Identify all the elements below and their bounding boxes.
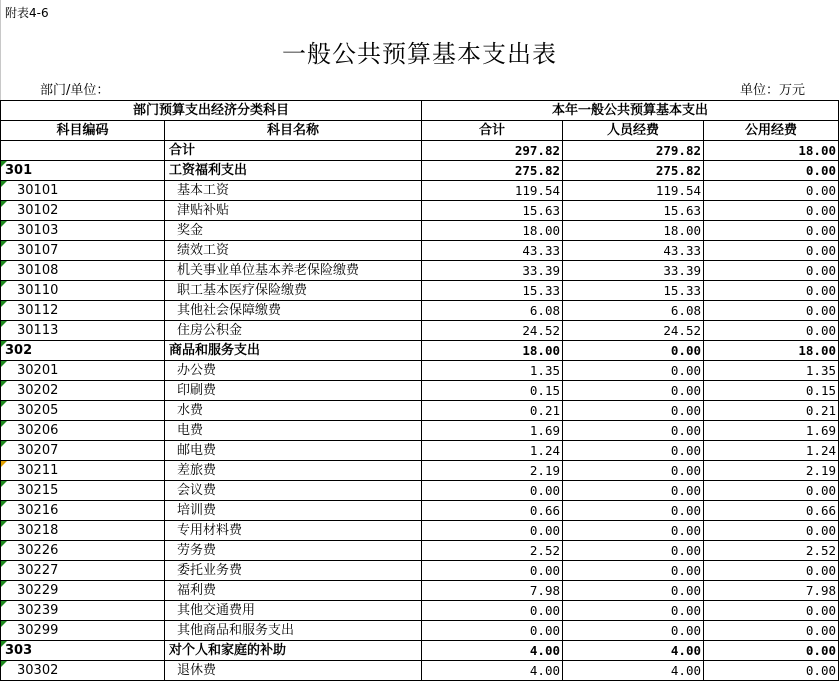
cell-total[interactable]: 7.98 [422, 581, 563, 601]
cell-code[interactable]: 30207 [1, 441, 165, 461]
page-title: 一般公共预算基本支出表 [282, 40, 557, 68]
cell-code[interactable]: 30102 [1, 201, 165, 221]
cell-public[interactable]: 0.00 [704, 281, 839, 301]
cell-total[interactable]: 275.82 [422, 161, 563, 181]
text-number-indicator-icon [1, 241, 7, 247]
table-row [1, 481, 839, 501]
cell-name[interactable]: 奖金 [165, 221, 422, 241]
cell-public[interactable]: 0.00 [704, 321, 839, 341]
cell-public[interactable]: 1.35 [704, 361, 839, 381]
total-row [1, 141, 839, 161]
header-code[interactable]: 科目编码 [1, 121, 165, 141]
table-row [1, 181, 839, 201]
cell-personnel[interactable]: 0.00 [563, 461, 704, 481]
cell-name[interactable]: 机关事业单位基本养老保险缴费 [165, 261, 422, 281]
attachment-label: 附表4-6 [5, 6, 49, 20]
header-group-row [1, 101, 839, 121]
cell-public[interactable]: 0.00 [704, 521, 839, 541]
cell-code[interactable]: 30206 [1, 421, 165, 441]
cell-total[interactable]: 15.33 [422, 281, 563, 301]
cell-code[interactable]: 30215 [1, 481, 165, 501]
text-number-indicator-icon [1, 441, 7, 447]
cell-total[interactable]: 0.00 [422, 601, 563, 621]
cell-name[interactable]: 退休费 [165, 661, 422, 681]
cell-public[interactable]: 7.98 [704, 581, 839, 601]
cell-public[interactable]: 0.00 [704, 561, 839, 581]
cell-name[interactable]: 福利费 [165, 581, 422, 601]
text-number-indicator-icon [1, 181, 7, 187]
cell-public[interactable]: 0.66 [704, 501, 839, 521]
cell-code[interactable]: 30299 [1, 621, 165, 641]
cell-personnel[interactable]: 6.08 [563, 301, 704, 321]
cell-personnel[interactable]: 0.00 [563, 521, 704, 541]
cell-name[interactable]: 其他商品和服务支出 [165, 621, 422, 641]
header-public[interactable]: 公用经费 [704, 121, 839, 141]
table-row [1, 261, 839, 281]
table-row [1, 221, 839, 241]
text-number-indicator-icon [1, 461, 7, 467]
cell-personnel[interactable]: 0.00 [563, 501, 704, 521]
cell-code[interactable]: 30227 [1, 561, 165, 581]
cell-total[interactable]: 33.39 [422, 261, 563, 281]
cell-total[interactable]: 18.00 [422, 341, 563, 361]
cell-public[interactable]: 0.00 [704, 221, 839, 241]
cell-code[interactable]: 301 [1, 161, 165, 181]
cell-name[interactable]: 邮电费 [165, 441, 422, 461]
department-label: 部门/单位： [40, 83, 110, 98]
table-row [1, 161, 839, 181]
text-number-indicator-icon [1, 221, 7, 227]
cell-code[interactable]: 30107 [1, 241, 165, 261]
cell-public[interactable]: 0.15 [704, 381, 839, 401]
cell-public[interactable]: 2.52 [704, 541, 839, 561]
text-number-indicator-icon [1, 321, 7, 327]
text-number-indicator-icon [1, 381, 7, 387]
table-row [1, 501, 839, 521]
header-classification-group[interactable]: 部门预算支出经济分类科目 [1, 101, 422, 121]
cell-code[interactable] [1, 141, 165, 161]
cell-personnel[interactable]: 0.00 [563, 581, 704, 601]
cell-code[interactable]: 30226 [1, 541, 165, 561]
table-row [1, 661, 839, 681]
text-number-indicator-icon [1, 541, 7, 547]
cell-public[interactable]: 0.21 [704, 401, 839, 421]
cell-code[interactable]: 30239 [1, 601, 165, 621]
cell-personnel[interactable]: 0.00 [563, 361, 704, 381]
cell-name[interactable]: 合计 [165, 141, 422, 161]
table-row [1, 461, 839, 481]
text-number-indicator-icon [1, 281, 7, 287]
cell-name[interactable]: 培训费 [165, 501, 422, 521]
cell-total[interactable]: 2.19 [422, 461, 563, 481]
table-row [1, 421, 839, 441]
cell-name[interactable]: 工资福利支出 [165, 161, 422, 181]
cell-total[interactable]: 0.00 [422, 561, 563, 581]
cell-public[interactable]: 0.00 [704, 661, 839, 681]
unit-label: 单位：万元 [739, 83, 805, 98]
text-number-indicator-icon [1, 621, 7, 627]
cell-name[interactable]: 职工基本医疗保险缴费 [165, 281, 422, 301]
cell-public[interactable]: 1.69 [704, 421, 839, 441]
cell-code[interactable]: 302 [1, 341, 165, 361]
header-column-row [1, 121, 839, 141]
cell-code[interactable]: 30218 [1, 521, 165, 541]
cell-personnel[interactable]: 33.39 [563, 261, 704, 281]
cell-personnel[interactable]: 18.00 [563, 221, 704, 241]
text-number-indicator-icon [1, 661, 7, 667]
cell-personnel[interactable]: 0.00 [563, 561, 704, 581]
cell-name[interactable]: 对个人和家庭的补助 [165, 641, 422, 661]
cell-total[interactable]: 1.35 [422, 361, 563, 381]
cell-code[interactable]: 30101 [1, 181, 165, 201]
text-number-indicator-icon [1, 361, 7, 367]
cell-code[interactable]: 30110 [1, 281, 165, 301]
cell-total[interactable]: 297.82 [422, 141, 563, 161]
text-number-indicator-icon [1, 301, 7, 307]
cell-name[interactable]: 商品和服务支出 [165, 341, 422, 361]
text-number-indicator-icon [1, 161, 7, 167]
cell-personnel[interactable]: 0.00 [563, 341, 704, 361]
cell-name[interactable]: 其他交通费用 [165, 601, 422, 621]
cell-personnel[interactable]: 15.63 [563, 201, 704, 221]
cell-total[interactable]: 6.08 [422, 301, 563, 321]
cell-total[interactable]: 0.00 [422, 621, 563, 641]
table-row [1, 281, 839, 301]
cell-name[interactable]: 印刷费 [165, 381, 422, 401]
cell-code[interactable]: 30302 [1, 661, 165, 681]
cell-total[interactable]: 1.24 [422, 441, 563, 461]
text-number-indicator-icon [1, 421, 7, 427]
table-row [1, 321, 839, 341]
cell-personnel[interactable]: 4.00 [563, 661, 704, 681]
table-row [1, 601, 839, 621]
cell-total[interactable]: 0.15 [422, 381, 563, 401]
text-number-indicator-icon [1, 641, 7, 647]
text-number-indicator-icon [1, 521, 7, 527]
table-row [1, 621, 839, 641]
cell-total[interactable]: 24.52 [422, 321, 563, 341]
table-row [1, 381, 839, 401]
cell-personnel[interactable]: 0.00 [563, 481, 704, 501]
cell-personnel[interactable]: 15.33 [563, 281, 704, 301]
text-number-indicator-icon [1, 581, 7, 587]
table-row [1, 401, 839, 421]
cell-name[interactable]: 委托业务费 [165, 561, 422, 581]
text-number-indicator-icon [1, 561, 7, 567]
cell-public[interactable]: 0.00 [704, 301, 839, 321]
cell-personnel[interactable]: 0.00 [563, 381, 704, 401]
cell-name[interactable]: 其他社会保障缴费 [165, 301, 422, 321]
cell-personnel[interactable]: 0.00 [563, 541, 704, 561]
cell-personnel[interactable]: 24.52 [563, 321, 704, 341]
cell-total[interactable]: 18.00 [422, 221, 563, 241]
cell-code[interactable]: 30202 [1, 381, 165, 401]
header-personnel[interactable]: 人员经费 [563, 121, 704, 141]
table-row [1, 201, 839, 221]
text-number-indicator-icon [1, 261, 7, 267]
cell-name[interactable]: 专用材料费 [165, 521, 422, 541]
table-row [1, 641, 839, 661]
cell-personnel[interactable]: 4.00 [563, 641, 704, 661]
cell-code[interactable]: 30112 [1, 301, 165, 321]
table-row [1, 241, 839, 261]
table-row [1, 561, 839, 581]
cell-personnel[interactable]: 0.00 [563, 401, 704, 421]
table-row [1, 541, 839, 561]
cell-code[interactable]: 30229 [1, 581, 165, 601]
cell-public[interactable]: 0.00 [704, 201, 839, 221]
cell-total[interactable]: 119.54 [422, 181, 563, 201]
cell-code[interactable]: 30211 [1, 461, 165, 481]
table-row [1, 441, 839, 461]
cell-personnel[interactable]: 275.82 [563, 161, 704, 181]
cell-public[interactable]: 0.00 [704, 241, 839, 261]
text-number-indicator-icon [1, 481, 7, 487]
cell-public[interactable]: 0.00 [704, 181, 839, 201]
cell-name[interactable]: 办公费 [165, 361, 422, 381]
cell-public[interactable]: 18.00 [704, 341, 839, 361]
cell-name[interactable]: 住房公积金 [165, 321, 422, 341]
cell-name[interactable]: 差旅费 [165, 461, 422, 481]
cell-total[interactable]: 0.66 [422, 501, 563, 521]
text-number-indicator-icon [1, 501, 7, 507]
cell-personnel[interactable]: 119.54 [563, 181, 704, 201]
table-row [1, 581, 839, 601]
cell-total[interactable]: 1.69 [422, 421, 563, 441]
cell-total[interactable]: 15.63 [422, 201, 563, 221]
cell-personnel[interactable]: 0.00 [563, 441, 704, 461]
table-row [1, 341, 839, 361]
cell-name[interactable]: 电费 [165, 421, 422, 441]
cell-name[interactable]: 水费 [165, 401, 422, 421]
cell-personnel[interactable]: 0.00 [563, 601, 704, 621]
cell-total[interactable]: 0.21 [422, 401, 563, 421]
expenditure-table [0, 100, 839, 681]
cell-public[interactable]: 0.00 [704, 481, 839, 501]
cell-name[interactable]: 津贴补贴 [165, 201, 422, 221]
cell-total[interactable]: 0.00 [422, 521, 563, 541]
text-number-indicator-icon [1, 201, 7, 207]
cell-code[interactable]: 30201 [1, 361, 165, 381]
cell-personnel[interactable]: 279.82 [563, 141, 704, 161]
cell-code[interactable]: 30113 [1, 321, 165, 341]
cell-total[interactable]: 2.52 [422, 541, 563, 561]
cell-public[interactable]: 2.19 [704, 461, 839, 481]
text-number-indicator-icon [1, 601, 7, 607]
header-total[interactable]: 合计 [422, 121, 563, 141]
cell-code[interactable]: 30108 [1, 261, 165, 281]
cell-public[interactable]: 0.00 [704, 641, 839, 661]
cell-personnel[interactable]: 0.00 [563, 621, 704, 641]
table-row [1, 521, 839, 541]
cell-public[interactable]: 0.00 [704, 261, 839, 281]
cell-personnel[interactable]: 0.00 [563, 421, 704, 441]
cell-public[interactable]: 0.00 [704, 601, 839, 621]
cell-code[interactable]: 303 [1, 641, 165, 661]
header-budget-group[interactable]: 本年一般公共预算基本支出 [422, 101, 839, 121]
cell-total[interactable]: 43.33 [422, 241, 563, 261]
cell-total[interactable]: 0.00 [422, 481, 563, 501]
cell-total[interactable]: 4.00 [422, 661, 563, 681]
cell-name[interactable]: 绩效工资 [165, 241, 422, 261]
table-row [1, 361, 839, 381]
text-number-indicator-icon [1, 401, 7, 407]
cell-public[interactable]: 0.00 [704, 161, 839, 181]
cell-public[interactable]: 0.00 [704, 621, 839, 641]
cell-code[interactable]: 30205 [1, 401, 165, 421]
cell-name[interactable]: 会议费 [165, 481, 422, 501]
cell-name[interactable]: 基本工资 [165, 181, 422, 201]
table-row [1, 301, 839, 321]
cell-total[interactable]: 4.00 [422, 641, 563, 661]
cell-public[interactable]: 18.00 [704, 141, 839, 161]
text-number-indicator-icon [1, 341, 7, 347]
cell-personnel[interactable]: 43.33 [563, 241, 704, 261]
header-name[interactable]: 科目名称 [165, 121, 422, 141]
cell-public[interactable]: 1.24 [704, 441, 839, 461]
cell-code[interactable]: 30103 [1, 221, 165, 241]
cell-name[interactable]: 劳务费 [165, 541, 422, 561]
cell-code[interactable]: 30216 [1, 501, 165, 521]
